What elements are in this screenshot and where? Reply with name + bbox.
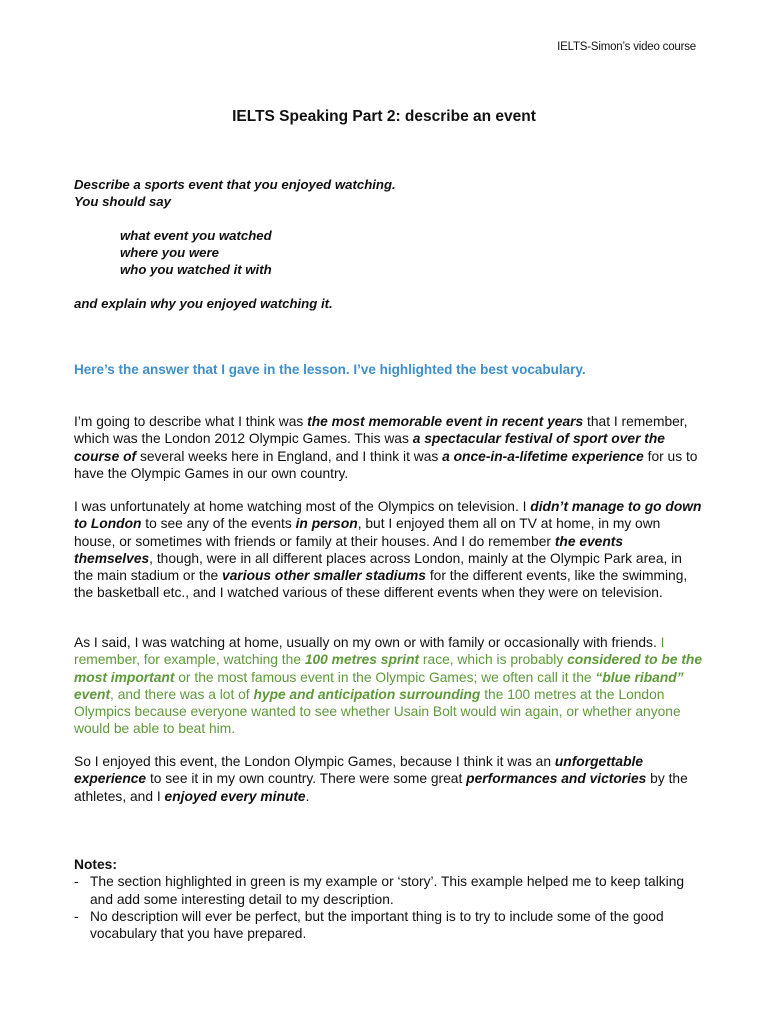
dash-bullet: - bbox=[74, 874, 79, 890]
story-vocab: hype and anticipation surrounding bbox=[253, 686, 481, 702]
vocab-highlight: the most memorable event in recent years bbox=[307, 414, 584, 429]
vocab-highlight: didn’t manage to go down to London bbox=[74, 499, 702, 532]
note-text: No description will ever be perfect, but the important thing is to try to include some of the good vocabulary that you have prepared. bbox=[90, 908, 664, 942]
text: to see any of the events bbox=[141, 516, 296, 532]
vocab-highlight: the events themselves bbox=[74, 533, 624, 566]
text: I’m going to describe what I think was bbox=[74, 414, 308, 429]
text: As I said, I was watching at home, usually on my own or with family or occasionally with friends. bbox=[74, 635, 661, 650]
vocab-highlight: a once-in-a-lifetime experience bbox=[442, 448, 644, 464]
task-point: who you watched it with bbox=[120, 262, 272, 277]
answer-paragraph-4 bbox=[74, 753, 704, 805]
text: , though, were in all different places across London, mainly at the Olympic Park area, in the main stadium or the bbox=[74, 550, 682, 584]
task-prompt: Describe a sports event that you enjoyed watching. bbox=[74, 177, 396, 192]
vocab-highlight: in person bbox=[295, 516, 358, 532]
text: to see it in my own country. There were some great bbox=[146, 771, 467, 787]
course-header: IELTS-Simon’s video course bbox=[557, 41, 696, 53]
page-title: IELTS Speaking Part 2: describe an event bbox=[232, 108, 536, 125]
story-text: the 100 metres at the London Olympics because everyone wanted to see whether Usain Bolt would win again, or whether anyone would be able to beat him. bbox=[74, 686, 681, 737]
notes-title: Notes: bbox=[74, 857, 117, 872]
text: So I enjoyed this event, the London Olympic Games, because I think it was an bbox=[74, 754, 555, 769]
answer-paragraph-2 bbox=[74, 498, 704, 602]
answer-paragraph-1 bbox=[74, 413, 704, 482]
note-text: The section highlighted in green is my example or ‘story’. This example helped me to keep talking and add some interesting detail to my description. bbox=[90, 874, 685, 907]
story-vocab: “blue riband” event bbox=[74, 669, 684, 702]
dash-bullet: - bbox=[74, 908, 79, 924]
story-text: I remember, for example, watching the bbox=[74, 635, 665, 668]
vocab-highlight: a spectacular festival of sport over the course of bbox=[74, 431, 665, 464]
story-vocab: 100 metres sprint bbox=[304, 652, 420, 668]
text: several weeks here in England, and I think it was bbox=[136, 448, 443, 464]
vocab-highlight: unforgettable experience bbox=[74, 754, 644, 787]
notes-section bbox=[74, 856, 694, 942]
text: that I remember, which was the London 2012 Olympic Games. This was bbox=[74, 414, 688, 447]
text: for the different events, like the swimming, the basketball etc., and I watched various of these different events when they were on television. bbox=[74, 568, 688, 601]
text: for us to have the Olympic Games in our own country. bbox=[74, 448, 698, 481]
text: by the athletes, and I bbox=[74, 771, 688, 804]
task-instruction: You should say bbox=[74, 194, 171, 209]
text: , but I enjoyed them all on TV at home, in my own house, or sometimes with friends or family at their houses. And I do remember bbox=[74, 516, 661, 549]
note-item bbox=[74, 908, 694, 943]
task-closing: and explain why you enjoyed watching it. bbox=[74, 296, 333, 311]
vocab-highlight: enjoyed every minute bbox=[164, 788, 306, 804]
story-text: race, which is probably bbox=[419, 652, 568, 668]
answer-paragraph-3 bbox=[74, 634, 704, 738]
task-card bbox=[74, 176, 396, 312]
text: I was unfortunately at home watching most of the Olympics on television. I bbox=[74, 499, 531, 514]
note-item bbox=[74, 873, 694, 908]
task-point: where you were bbox=[120, 245, 219, 260]
text: . bbox=[305, 788, 310, 804]
task-point: what event you watched bbox=[120, 228, 272, 243]
story-vocab: considered to be the most important bbox=[74, 652, 703, 685]
vocab-highlight: various other smaller stadiums bbox=[222, 568, 426, 584]
vocab-highlight: performances and victories bbox=[466, 771, 647, 787]
story-text: , and there was a lot of bbox=[110, 686, 254, 702]
answer-intro: Here’s the answer that I gave in the lesson. I’ve highlighted the best vocabulary. bbox=[74, 362, 586, 377]
story-text: or the most famous event in the Olympic Games; we often call it the bbox=[174, 669, 596, 685]
